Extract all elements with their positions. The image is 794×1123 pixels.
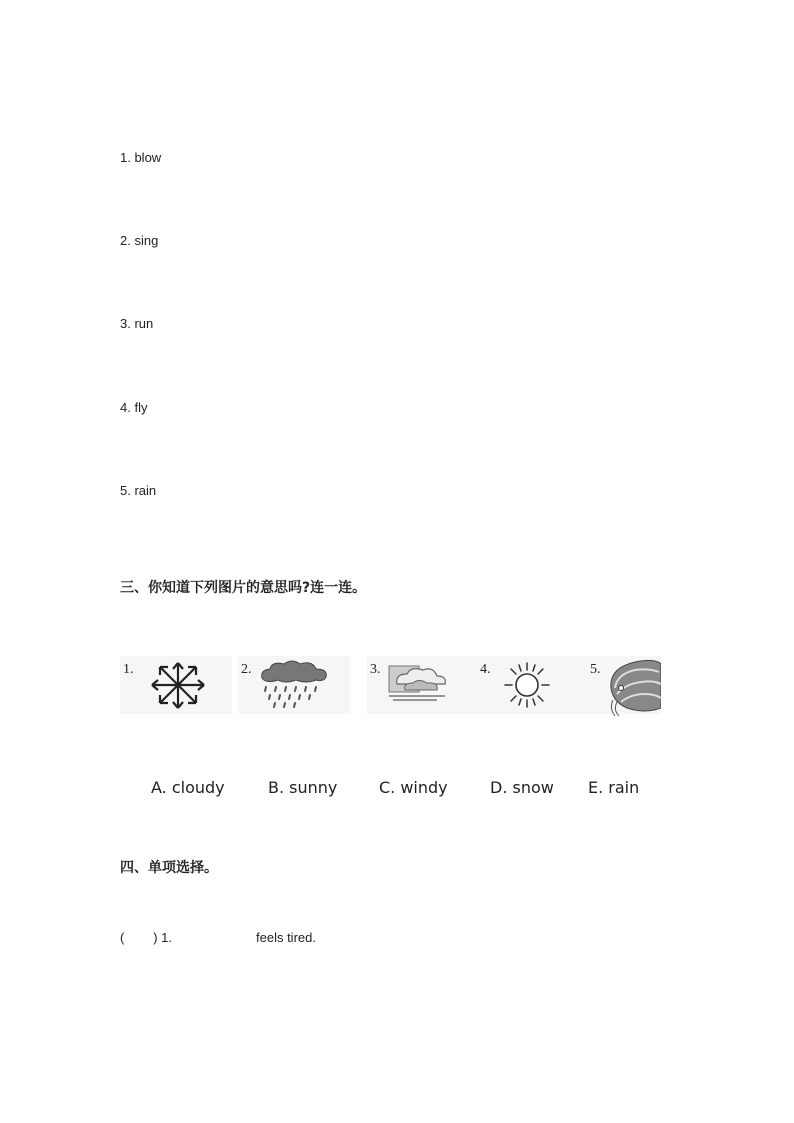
picture-4-number: 4. <box>480 662 491 677</box>
cloudy-icon <box>385 658 465 712</box>
word-4: 4. fly <box>120 400 148 415</box>
sun-icon <box>495 658 575 712</box>
rain-cloud-icon <box>256 658 336 712</box>
wind-arrows-icon <box>138 658 218 712</box>
word-5: 5. rain <box>120 483 157 498</box>
word-1: 1. blow <box>120 150 162 165</box>
word-3: 3. run <box>120 316 154 331</box>
option-c: C. windy <box>379 778 448 797</box>
option-b: B. sunny <box>268 778 338 797</box>
section-3-title: 三、你知道下列图片的意思吗?连一连。 <box>120 580 367 596</box>
word-2: 2. sing <box>120 233 159 248</box>
picture-4 <box>477 656 589 714</box>
section-4-title: 四、单项选择。 <box>120 860 218 876</box>
picture-2-number: 2. <box>241 662 252 677</box>
picture-5 <box>587 656 661 714</box>
option-a: A. cloudy <box>151 778 225 797</box>
picture-3 <box>367 656 479 714</box>
picture-5-number: 5. <box>590 662 601 677</box>
picture-1-number: 1. <box>123 662 134 677</box>
picture-3-number: 3. <box>370 662 381 677</box>
question-1-text: feels tired. <box>256 930 316 945</box>
option-e: E. rain <box>588 778 640 797</box>
question-1-number: ( ) 1. <box>120 930 173 945</box>
option-d: D. snow <box>490 778 554 797</box>
picture-1 <box>120 656 232 714</box>
picture-2 <box>238 656 350 714</box>
snow-wind-icon <box>605 658 661 718</box>
